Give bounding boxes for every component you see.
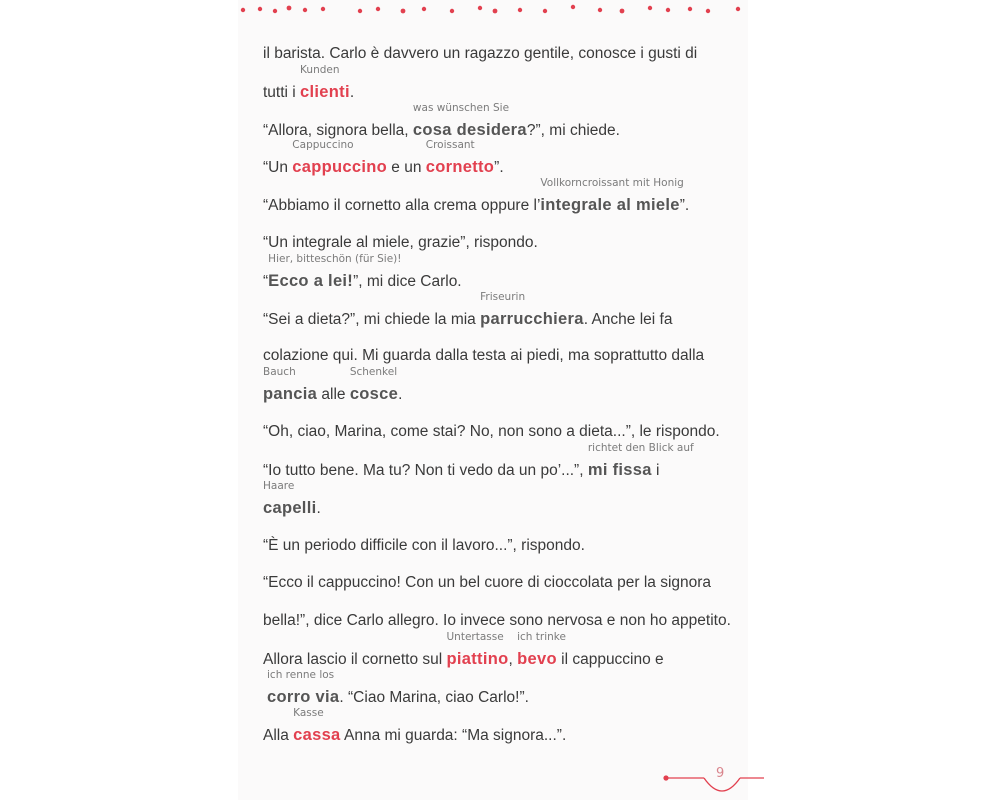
text-line: bella!”, dice Carlo allegro. Io invece sono nervosa e non ho appetito. [263, 612, 731, 629]
gloss: ich renne los [267, 669, 335, 681]
vocab-word: ich renne los corro via [267, 669, 340, 706]
text-line: “Un Cappuccino cappuccino e un Croissant cornetto”. [263, 139, 504, 176]
vocab-word: Schenkel cosce [349, 366, 399, 403]
gloss: Untertasse [446, 631, 504, 643]
gloss: Friseurin [480, 291, 526, 303]
text-line: “Ecco il cappuccino! Con un bel cuore di cioccolata per la signora [263, 574, 712, 591]
gloss: Hier, bitteschön (für Sie)! [268, 253, 402, 265]
text-line: ich renne los corro via. “Ciao Marina, ciao Carlo!”. [267, 669, 529, 706]
decorative-dot-border [238, 0, 758, 20]
gloss: Vollkorncroissant mit Honig [540, 177, 684, 189]
gloss: Cappuccino [292, 139, 354, 151]
gloss: Croissant [425, 139, 475, 151]
gloss: Kunden [300, 64, 340, 76]
text-line: “ Hier, bitteschön (für Sie)! Ecco a lei!”, mi dice Carlo. [263, 253, 462, 290]
gloss: was wünschen Sie [412, 102, 510, 114]
vocab-word: Croissant cornetto [425, 139, 495, 176]
vocab-word: was wünschen Sie cosa desidera [412, 102, 527, 139]
text-line: Haare capelli. [263, 480, 321, 517]
vocab-word: Kasse cassa [293, 707, 341, 744]
text-line: “Sei a dieta?”, mi chiede la mia Friseurin parrucchiera. Anche lei fa [263, 291, 673, 328]
text-line: “Oh, ciao, Marina, come stai? No, non sono a dieta...”, le rispondo. [263, 423, 720, 440]
gloss: richtet den Blick auf [587, 442, 694, 454]
gloss: Bauch [263, 366, 296, 378]
text-line: Bauch pancia alle Schenkel cosce. [263, 366, 403, 403]
page-number: 9 [716, 766, 725, 781]
page-number-ornament [660, 762, 770, 798]
vocab-word: richtet den Blick auf mi fissa [587, 442, 694, 479]
text-line: “Un integrale al miele, grazie”, rispondo. [263, 234, 538, 251]
text-line: “È un periodo difficile con il lavoro...”, rispondo. [263, 537, 585, 554]
vocab-word: Bauch pancia [263, 366, 318, 403]
vocab-word: Vollkorncroissant mit Honig integrale al miele [540, 177, 684, 214]
text-line: colazione qui. Mi guarda dalla testa ai piedi, ma soprattutto dalla [263, 347, 705, 364]
vocab-word: Untertasse piattino [446, 631, 509, 668]
text-line: il barista. Carlo è davvero un ragazzo gentile, conosce i gusti di [263, 45, 698, 62]
vocab-word: Kunden clienti [300, 64, 350, 101]
vocab-word: Hier, bitteschön (für Sie)! Ecco a lei! [268, 253, 402, 290]
vocab-word: Haare capelli [263, 480, 317, 517]
text-line: “Abbiamo il cornetto alla crema oppure l’ Vollkorncroissant mit Honig integrale al miele”. [263, 177, 690, 214]
text-line: tutti i Kunden clienti. [263, 64, 355, 101]
vocab-word: Friseurin parrucchiera [480, 291, 584, 328]
gloss: Kasse [293, 707, 324, 719]
gloss: Schenkel [349, 366, 398, 378]
vocab-word: ich trinke bevo [517, 631, 566, 668]
gloss: ich trinke [517, 631, 566, 643]
text-line: Alla Kasse cassa Anna mi guarda: “Ma signora...”. [263, 707, 567, 744]
vocab-word: Cappuccino cappuccino [292, 139, 387, 176]
text-line: “Allora, signora bella, was wünschen Sie cosa desidera?”, mi chiede. [263, 102, 620, 139]
gloss: Haare [263, 480, 295, 492]
text-line: Allora lascio il cornetto sul Untertasse piattino, ich trinke bevo il cappuccino e [263, 631, 664, 668]
text-line: “Io tutto bene. Ma tu? Non ti vedo da un po’...”, richtet den Blick auf mi fissa i [263, 442, 694, 479]
